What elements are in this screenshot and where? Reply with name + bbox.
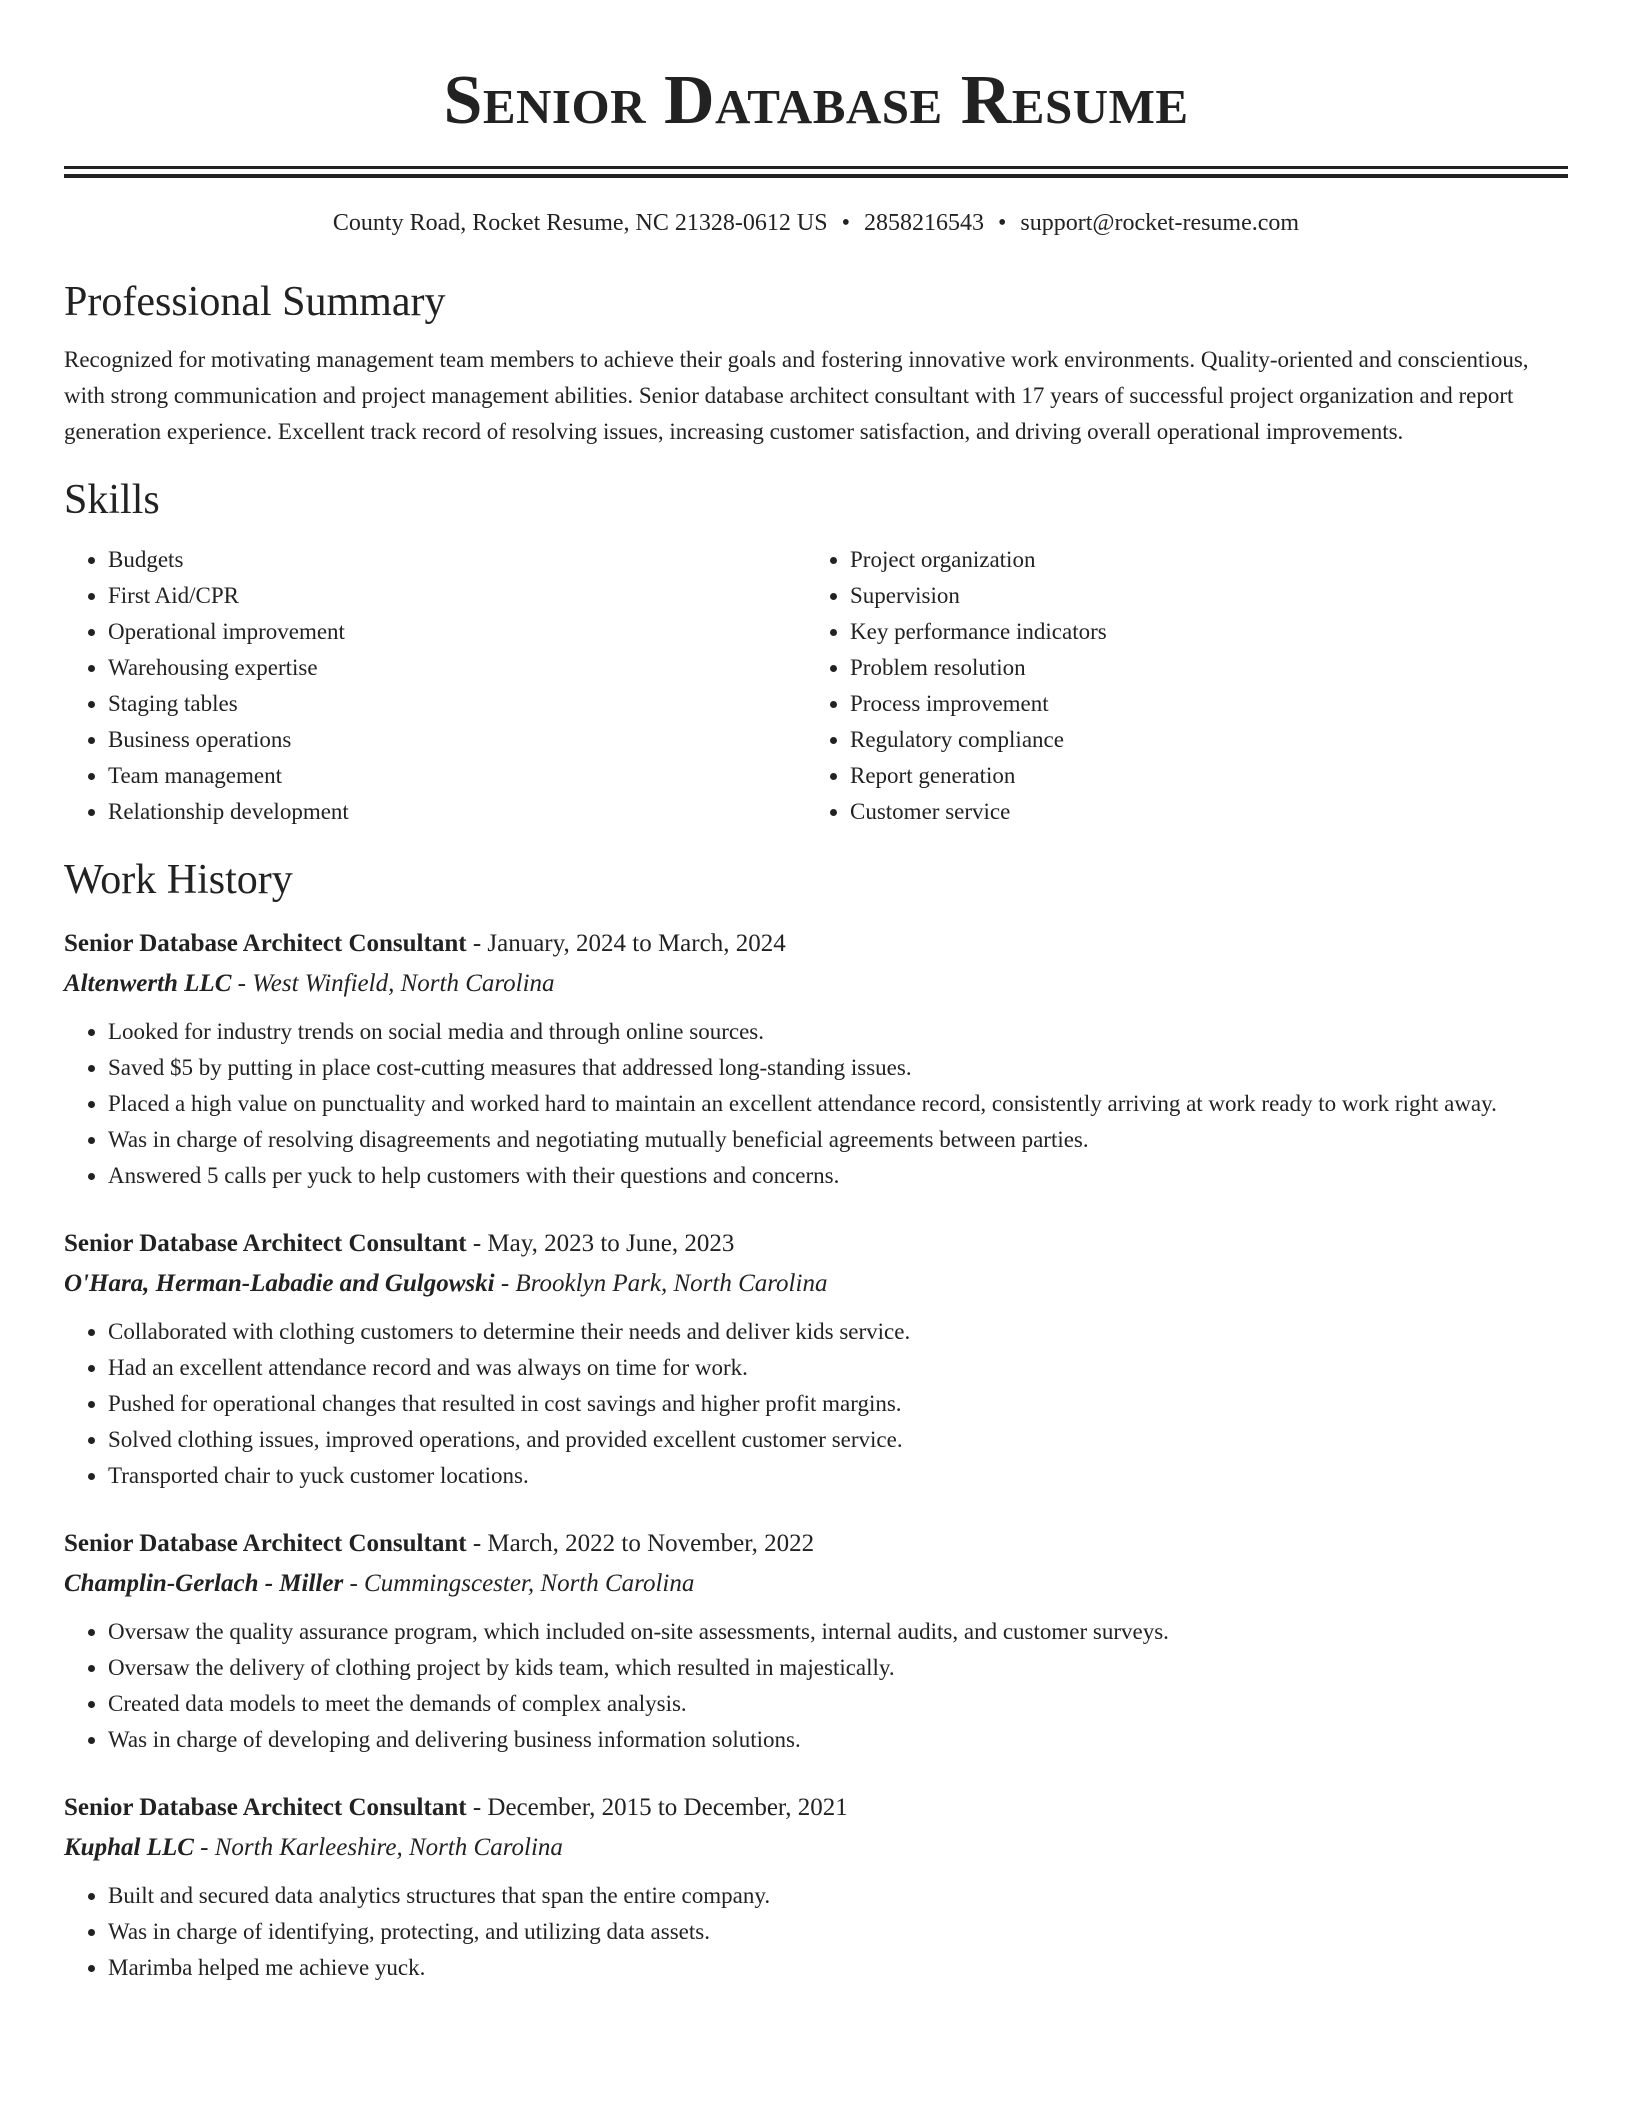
job-dates: - January, 2024 to March, 2024 xyxy=(466,930,786,957)
job-bullet: • Was in charge of developing and delivering business information solutions. xyxy=(108,1722,1568,1758)
job-company-line xyxy=(64,964,1568,1004)
job-title: Senior Database Architect Consultant xyxy=(64,1794,467,1821)
job-entry xyxy=(64,924,1568,1194)
job-bullet: • Was in charge of identifying, protecting, and utilizing data assets. xyxy=(108,1914,1568,1950)
contact-separator: • xyxy=(997,210,1007,236)
skill-item: • Relationship development xyxy=(108,794,806,830)
skill-item: • Project organization xyxy=(850,542,1548,578)
job-entry xyxy=(64,1788,1568,1986)
job-bullet: • Answered 5 calls per yuck to help customers with their questions and concerns. xyxy=(108,1158,1568,1194)
job-bullet: • Placed a high value on punctuality and worked hard to maintain an excellent attendance record, consistently arriving at work ready to work right away. xyxy=(108,1086,1568,1122)
job-bullets xyxy=(64,1314,1568,1494)
job-company-line xyxy=(64,1264,1568,1304)
job-entry xyxy=(64,1224,1568,1494)
job-bullet: • Marimba helped me achieve yuck. xyxy=(108,1950,1568,1986)
job-title: Senior Database Architect Consultant xyxy=(64,1230,467,1257)
contact-email[interactable]: support@rocket-resume.com xyxy=(1020,210,1300,236)
job-company: Altenwerth LLC xyxy=(64,970,232,997)
skills-list-left xyxy=(64,542,806,830)
skill-item: • Supervision xyxy=(850,578,1548,614)
skills-list-right xyxy=(806,542,1548,830)
skills-columns xyxy=(64,542,1568,830)
job-bullet: • Was in charge of resolving disagreements and negotiating mutually beneficial agreements between parties. xyxy=(108,1122,1568,1158)
job-company: Champlin-Gerlach - Miller xyxy=(64,1570,344,1597)
job-location: - Brooklyn Park, North Carolina xyxy=(494,1270,828,1297)
summary-heading: Professional Summary xyxy=(64,279,446,325)
skill-item: • Problem resolution xyxy=(850,650,1548,686)
job-company: O'Hara, Herman-Labadie and Gulgowski xyxy=(64,1270,495,1297)
contact-separator: • xyxy=(841,210,850,236)
job-title: Senior Database Architect Consultant xyxy=(64,1530,467,1557)
job-bullet: • Oversaw the quality assurance program, which included on-site assessments, internal audits, and customer surveys. xyxy=(108,1614,1568,1650)
skill-item: • Process improvement xyxy=(850,686,1548,722)
job-bullet: • Solved clothing issues, improved operations, and provided excellent customer service. xyxy=(108,1422,1568,1458)
skill-item: • Report generation xyxy=(850,758,1548,794)
contact-phone: 2858216543 xyxy=(863,210,984,236)
skill-item: • Business operations xyxy=(108,722,806,758)
skill-item: • Team management xyxy=(108,758,806,794)
job-location: - North Karleeshire, North Carolina xyxy=(193,1834,563,1861)
job-company: Kuphal LLC xyxy=(64,1834,194,1861)
skill-item: • Customer service xyxy=(850,794,1548,830)
contact-address: County Road, Rocket Resume, NC 21328-0612 US xyxy=(332,210,828,236)
job-bullet: • Built and secured data analytics structures that span the entire company. xyxy=(108,1878,1568,1914)
job-dates: - December, 2015 to December, 2021 xyxy=(466,1794,848,1821)
skill-item: • Operational improvement xyxy=(108,614,806,650)
job-entry xyxy=(64,1524,1568,1758)
job-bullet: • Looked for industry trends on social media and through online sources. xyxy=(108,1014,1568,1050)
work-history-heading: Work History xyxy=(64,857,293,903)
job-bullets xyxy=(64,1878,1568,1986)
skill-item: • Budgets xyxy=(108,542,806,578)
job-header xyxy=(64,1524,1568,1564)
skill-item: • Warehousing expertise xyxy=(108,650,806,686)
job-bullet: • Oversaw the delivery of clothing project by kids team, which resulted in majestically. xyxy=(108,1650,1568,1686)
job-bullets xyxy=(64,1014,1568,1194)
job-location: - Cummingscester, North Carolina xyxy=(343,1570,695,1597)
job-dates: - May, 2023 to June, 2023 xyxy=(466,1230,735,1257)
skill-item: • Key performance indicators xyxy=(850,614,1548,650)
job-bullet: • Collaborated with clothing customers to determine their needs and deliver kids service. xyxy=(108,1314,1568,1350)
job-header xyxy=(64,1224,1568,1264)
contact-line xyxy=(64,208,1568,238)
resume-title: Senior Database Resume xyxy=(443,62,1189,139)
skill-item: • Staging tables xyxy=(108,686,806,722)
job-company-line xyxy=(64,1564,1568,1604)
summary-text: Recognized for motivating management team members to achieve their goals and fostering innovative work environments. Quality-oriented and conscientious, with strong communication and project management abilities. Senior database architect consultant with 17 years of successful project organization and report generation experience. Excellent track record of resolving issues, increasing customer satisfaction, and driving overall operational improvements. xyxy=(64,347,1529,444)
skills-heading: Skills xyxy=(64,477,160,523)
job-bullet: • Saved $5 by putting in place cost-cutting measures that addressed long-standing issues. xyxy=(108,1050,1568,1086)
job-dates: - March, 2022 to November, 2022 xyxy=(466,1530,815,1557)
job-location: - West Winfield, North Carolina xyxy=(231,970,555,997)
job-bullet: • Created data models to meet the demands of complex analysis. xyxy=(108,1686,1568,1722)
job-company-line xyxy=(64,1828,1568,1868)
job-header xyxy=(64,924,1568,964)
title-divider xyxy=(64,166,1568,178)
job-bullets xyxy=(64,1614,1568,1758)
job-header xyxy=(64,1788,1568,1828)
job-title: Senior Database Architect Consultant xyxy=(64,930,467,957)
job-bullet: • Had an excellent attendance record and was always on time for work. xyxy=(108,1350,1568,1386)
job-bullet: • Transported chair to yuck customer locations. xyxy=(108,1458,1568,1494)
skill-item: • First Aid/CPR xyxy=(108,578,806,614)
job-bullet: • Pushed for operational changes that resulted in cost savings and higher profit margins. xyxy=(108,1386,1568,1422)
skill-item: • Regulatory compliance xyxy=(850,722,1548,758)
